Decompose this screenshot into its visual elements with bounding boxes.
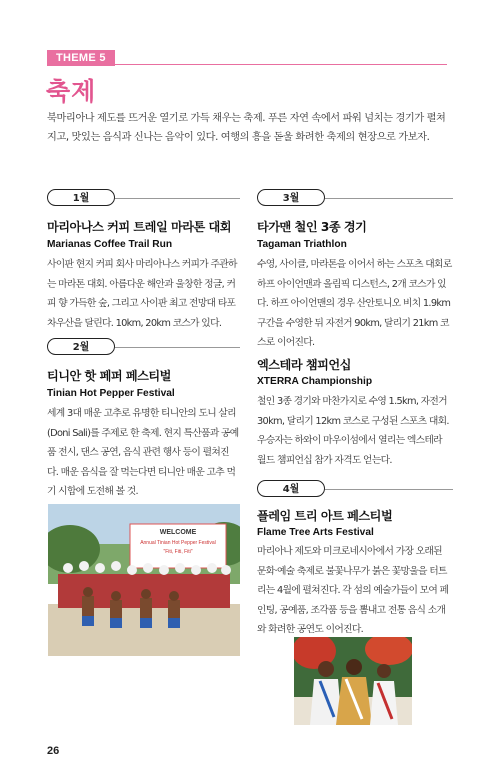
month-badge-march: 3월 (257, 189, 325, 206)
event-title-en: Tinian Hot Pepper Festival (47, 388, 175, 399)
sign-festival-name: Annual Tinian Hot Pepper Festival (140, 540, 216, 546)
theme-divider (47, 64, 447, 65)
event-title-en: Flame Tree Arts Festival (257, 527, 374, 538)
event-title-kr: 엑스테라 챔피언십 (257, 358, 351, 372)
theme-tag: THEME 5 (47, 50, 115, 66)
month-badge-february: 2월 (47, 338, 115, 355)
divider (115, 198, 240, 199)
sign-slogan: "Fiti, Fiti, Fiti" (163, 549, 193, 555)
intro-text: 북마리아나 제도를 뜨거운 열기로 가득 채우는 축제. 푸른 자연 속에서 파워 넘치는 경기가 펼쳐지고, 맛있는 음식과 신나는 음악이 있다. 여행의 흥을 돋울 화려한 축제의 현장으로 가보자. (47, 113, 446, 143)
divider (325, 198, 453, 199)
sign-welcome: WELCOME (159, 529, 197, 536)
hot-pepper-festival-photo (48, 504, 240, 656)
event-title-kr: 플레임 트리 아트 페스티벌 (257, 509, 393, 523)
month-badge-april: 4월 (257, 480, 325, 497)
event-title-en: Marianas Coffee Trail Run (47, 239, 173, 250)
month-badge-january: 1월 (47, 189, 115, 206)
event-body: 사이판 현지 커피 회사 마리아나스 커피가 주관하는 마라톤 대회. 아름다운 해안과 울창한 정글, 커피 향 가득한 숲, 그리고 사이판 최고 전망대 타포차우산을 달린다. 10km, 20km 코스가 있다. (47, 259, 237, 329)
event-title-kr: 티니안 핫 페퍼 페스티벌 (47, 369, 171, 383)
event-body: 세계 3대 매운 고추로 유명한 티니안의 도니 살리(Doni Sali)를 주제로 한 축제. 현지 특산품과 공예품 전시, 댄스 공연, 음식 관련 행사 등이 펼쳐진다. 매운 음식을 잘 먹는다면 티니안 매운 고추 먹기 시합에 도전해 볼 것. (47, 408, 239, 498)
event-body: 수영, 사이클, 마라톤을 이어서 하는 스포츠 대회로 하프 아이언맨과 올림픽 디스턴스, 2개 코스가 있다. 하프 아이언맨의 경우 산안토니오 비치 1.9km 구간을 수영한 뒤 자전거 90km, 달리기 21km 코스로 이어진다. (257, 259, 452, 349)
event-body: 철인 3종 경기와 마찬가지로 수영 1.5km, 자전거 30km, 달리기 12km 코스로 구성된 스포츠 대회. 우승자는 하와이 마우이섬에서 열리는 엑스테라 월드 챔피언십 참가 자격도 얻는다. (257, 396, 449, 466)
event-title-kr: 타가맨 철인 3종 경기 (257, 220, 367, 234)
divider (115, 347, 240, 348)
divider (325, 489, 453, 490)
page-title: 축제 (46, 77, 97, 106)
event-title-en: Tagaman Triathlon (257, 239, 347, 250)
event-body: 마리아나 제도와 미크로네시아에서 가장 오래된 문화·예술 축제로 불꽃나무가 붉은 꽃망울을 터트리는 4월에 펼쳐진다. 각 섬의 예술가들이 모여 페인팅, 공예품, 조각품 등을 뽐내고 전통 음식 소개와 화려한 공연도 이어진다. (257, 546, 449, 636)
event-title-en: XTERRA Championship (257, 376, 373, 387)
event-title-kr: 마리아나스 커피 트레일 마라톤 대회 (47, 220, 232, 234)
flame-tree-festival-photo (294, 637, 412, 725)
page-number: 26 (47, 745, 60, 757)
